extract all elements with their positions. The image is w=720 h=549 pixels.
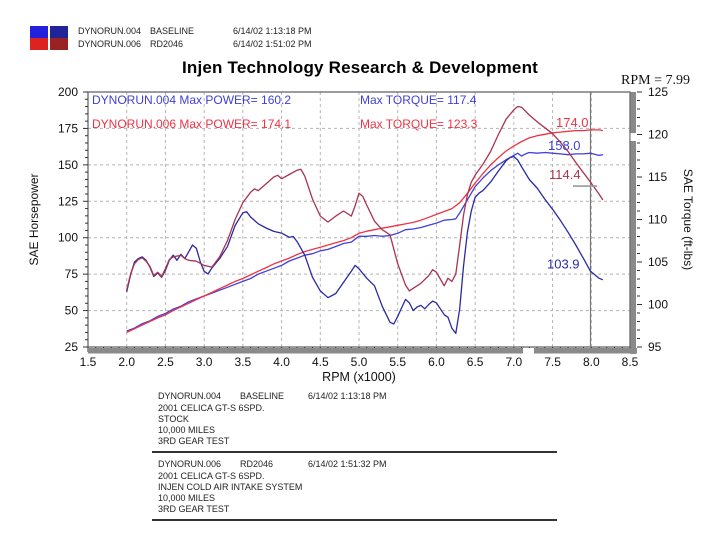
y-right-tick-label: 115 (648, 170, 668, 184)
footer-block2-line: 2001 CELICA GT-S 6SPD. (158, 471, 265, 481)
x-tick-label: 6.5 (466, 355, 484, 369)
y-left-tick-label: 125 (57, 194, 78, 209)
x-tick-label: 3.0 (195, 355, 213, 369)
series-torque-004 (127, 157, 603, 334)
footer-divider-1 (152, 451, 557, 453)
series-power-006 (127, 130, 603, 333)
h-scrollbar[interactable] (88, 348, 637, 354)
cursor-value-103-9: 103.9 (547, 256, 580, 272)
footer-block1-line: 2001 CELICA GT-S 6SPD. (158, 403, 265, 413)
cursor-value-174-0: 174.0 (556, 114, 589, 130)
annotation-run1-torque: Max TORQUE= 117.4 (360, 93, 477, 107)
footer-block2-name: DYNORUN.006 (158, 459, 222, 469)
x-tick-label: 5.0 (350, 355, 368, 369)
x-tick-label: 7.0 (505, 355, 523, 369)
y-right-tick-label: 105 (648, 255, 669, 269)
legend-run2-label: RD2046 (150, 39, 184, 49)
footer-block2-label: RD2046 (240, 459, 274, 469)
footer-block1-datetime: 6/14/02 1:13:18 PM (308, 391, 387, 401)
v-scrollbar[interactable] (631, 92, 637, 354)
y-left-tick-label: 75 (64, 267, 78, 282)
h-scrollbar-notch[interactable] (523, 348, 534, 354)
footer-block1-line: 3RD GEAR TEST (158, 436, 230, 446)
y-right-tick-label: 100 (648, 297, 669, 312)
y-left-tick-label: 175 (57, 121, 78, 136)
x-tick-label: 2.5 (157, 355, 174, 369)
footer-block1-label: BASELINE (240, 391, 285, 401)
y-left-tick-label: 50 (64, 303, 78, 318)
y-right-tick-label: 110 (648, 212, 668, 227)
y-right-tick-label: 95 (648, 340, 662, 354)
annotation-run2-torque: Max TORQUE= 123.3 (360, 117, 478, 131)
x-axis-label: RPM (x1000) (322, 370, 396, 384)
v-scrollbar-notch[interactable] (631, 133, 637, 141)
footer-block2-line: 3RD GEAR TEST (158, 504, 230, 514)
y-right-tick-label: 120 (648, 127, 669, 142)
x-tick-label: 2.0 (118, 355, 136, 369)
footer-block1-name: DYNORUN.004 (158, 391, 222, 401)
footer-divider-2 (152, 519, 557, 521)
footer-block2-line: INJEN COLD AIR INTAKE SYSTEM (158, 482, 303, 492)
y-right-tick-label: 125 (648, 85, 669, 99)
legend-run1-name: DYNORUN.004 (78, 26, 142, 36)
cursor-value-158-0: 158.0 (548, 138, 581, 154)
x-tick-label: 8.0 (582, 355, 600, 369)
y-left-axis-label: SAE Horsepower (27, 173, 41, 266)
y-left-tick-label: 100 (57, 230, 78, 245)
cursor-value-114-4: 114.4 (549, 167, 581, 183)
x-tick-label: 7.5 (544, 355, 561, 369)
series-torque-006 (127, 107, 603, 291)
x-tick-label: 6.0 (428, 355, 445, 369)
x-tick-label: 3.5 (234, 355, 252, 369)
x-tick-label: 4.5 (311, 355, 329, 369)
y-left-tick-label: 150 (57, 157, 78, 172)
legend-run1-datetime: 6/14/02 1:13:18 PM (233, 26, 312, 36)
y-left-tick-label: 200 (57, 85, 78, 99)
footer-block2-line: 10,000 MILES (158, 493, 216, 503)
annotation-run1-power: DYNORUN.004 Max POWER= 160.2 (92, 93, 292, 107)
page-title: Injen Technology Research & Development (181, 58, 539, 77)
y-right-axis-label: SAE Torque (ft-lbs) (681, 168, 695, 271)
cursor-rpm-readout: RPM = 7.99 (621, 73, 690, 88)
legend-run1-label: BASELINE (150, 26, 195, 36)
x-tick-label: 4.0 (273, 355, 290, 369)
x-tick-label: 5.5 (389, 355, 407, 369)
x-tick-label: 8.5 (621, 355, 639, 369)
y-left-tick-label: 25 (64, 340, 78, 354)
annotation-run2-power: DYNORUN.006 Max POWER= 174.1 (92, 117, 292, 131)
legend-run2-name: DYNORUN.006 (78, 39, 142, 49)
legend-run2-datetime: 6/14/02 1:51:02 PM (233, 39, 312, 49)
footer-block2-datetime: 6/14/02 1:51:32 PM (308, 459, 387, 469)
series-power-004 (127, 153, 603, 332)
footer-block1-line: STOCK (158, 414, 189, 424)
x-tick-label: 1.5 (79, 355, 97, 369)
footer-block1-line: 10,000 MILES (158, 425, 216, 435)
